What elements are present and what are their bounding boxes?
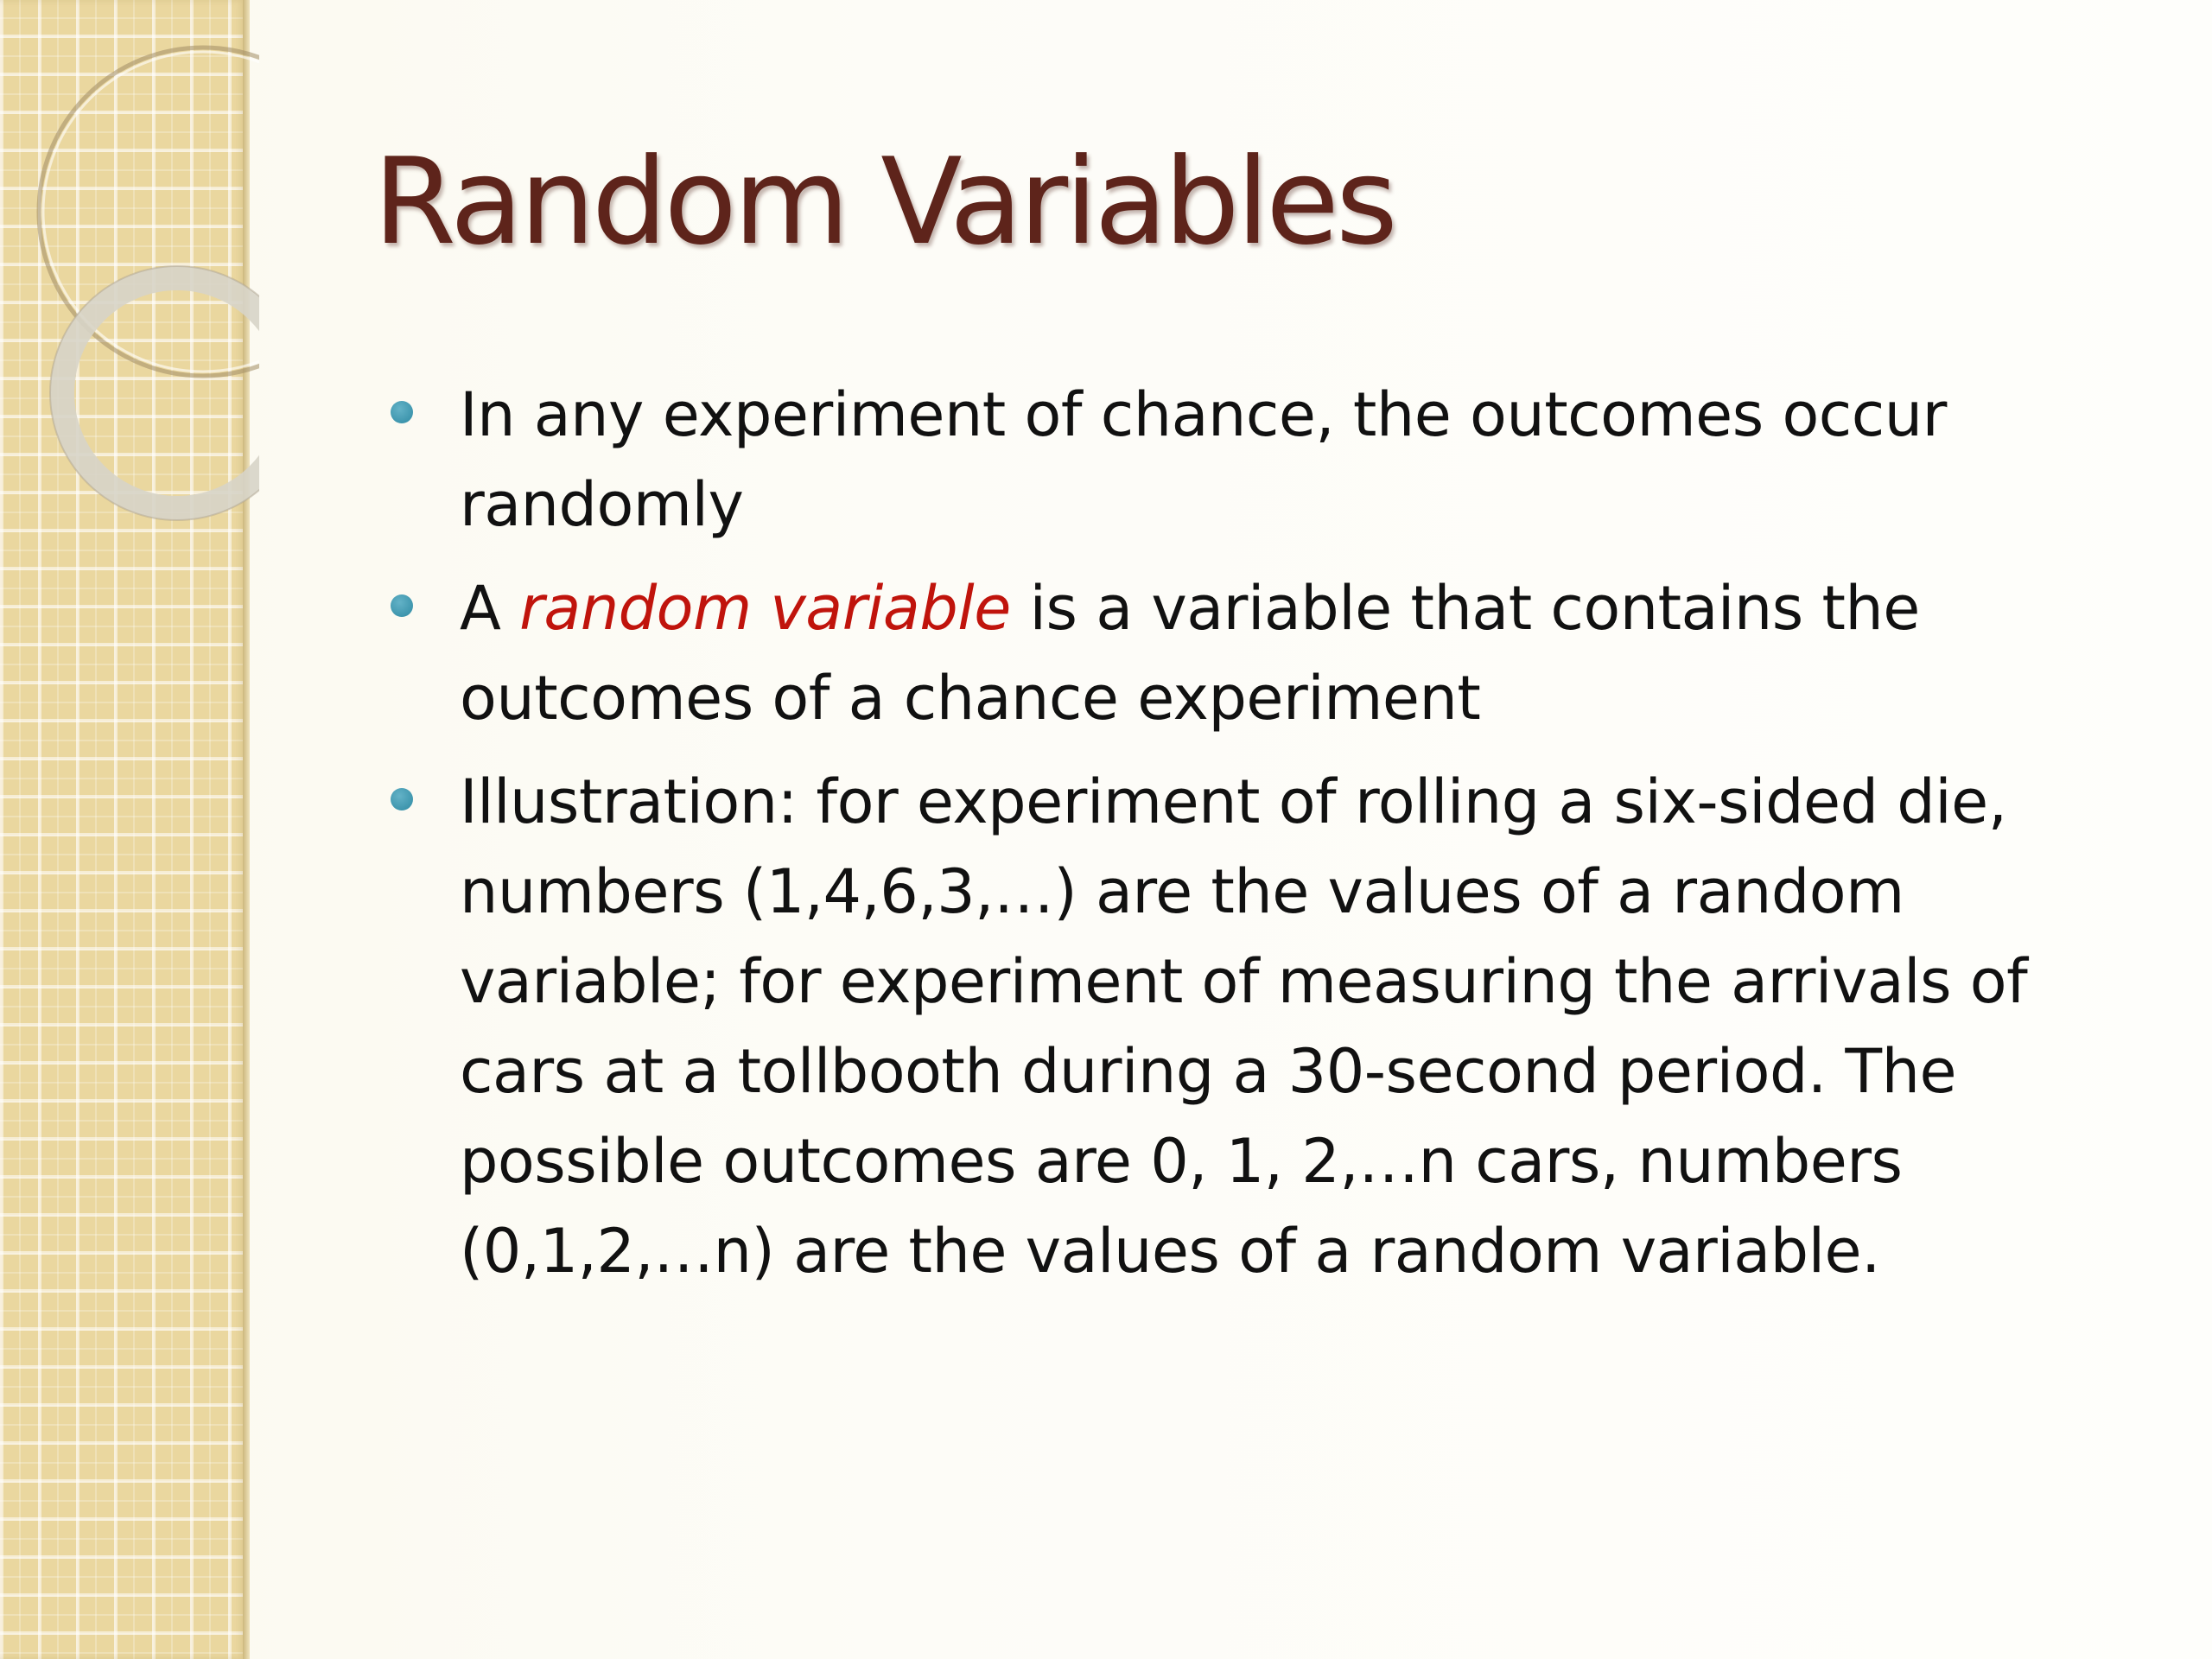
bullet-item-outcomes [460, 370, 2067, 550]
bullet-text-end: is a variable that contains the outcomes of a chance experiment [460, 573, 1920, 734]
side-band-edge [243, 0, 250, 1659]
bullet-dot-icon [391, 788, 413, 810]
bullet-dot-icon [391, 594, 413, 617]
bullet-text: In any experiment of chance, the outcomes occur randomly [460, 379, 1947, 540]
bullet-dot-icon [391, 401, 413, 423]
bullet-text-start: A [460, 573, 520, 644]
term-random-variable: random variable [519, 573, 1011, 644]
slide-title: Random Variables [373, 132, 1395, 271]
bullet-list [460, 370, 2067, 1310]
bullet-text: Illustration: for experiment of rolling a six-sided die, numbers (1,4,6,3,…) are the values of a random variable; for experiment of measuring the arrivals of cars at a tollbooth during a 30-second period. The possible outcomes are 0, 1, 2,…n cars, numbers (0,1,2,…n) are the values of a random variable. [460, 766, 2028, 1287]
bullet-item-illustration [460, 757, 2067, 1296]
decorative-side-band [0, 0, 246, 1659]
bullet-item-definition [460, 563, 2067, 743]
